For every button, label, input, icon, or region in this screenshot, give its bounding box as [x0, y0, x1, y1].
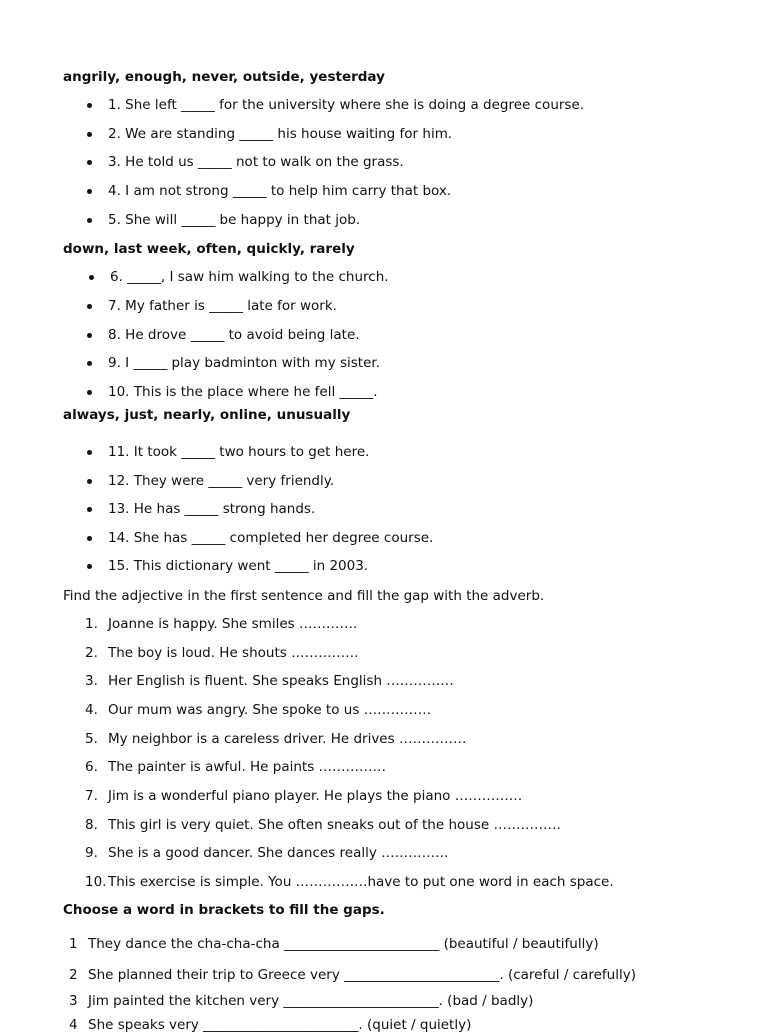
- item-number: 5.: [85, 731, 98, 747]
- list-item: 2. We are standing _____ his house waiting for him.: [108, 126, 453, 142]
- item-number: 4.: [85, 702, 98, 718]
- list-item: 5. She will _____ be happy in that job.: [108, 212, 361, 228]
- exercise-item: Joanne is happy. She smiles ………….: [108, 616, 358, 632]
- item-number: 1: [69, 936, 78, 952]
- exercise-item: This girl is very quiet. She often sneaks out of the house ……………: [108, 817, 561, 833]
- exercise-item: Jim is a wonderful piano player. He plays the piano ……………: [108, 788, 523, 804]
- item-number: 3.: [85, 673, 98, 689]
- exercise-item: Jim painted the kitchen very _______________________. (bad / badly): [88, 993, 534, 1009]
- instruction-text: Find the adjective in the first sentence and fill the gap with the adverb.: [63, 588, 545, 604]
- item-number: 10.: [85, 874, 107, 890]
- item-number: 9.: [85, 845, 98, 861]
- exercise-item: Our mum was angry. She spoke to us ……………: [108, 702, 432, 718]
- item-number: 2.: [85, 645, 98, 661]
- section-heading-2: down, last week, often, quickly, rarely: [63, 241, 355, 257]
- list-item: 4. I am not strong _____ to help him carry that box.: [108, 183, 452, 199]
- item-number: 4: [69, 1017, 78, 1033]
- exercise-item: My neighbor is a careless driver. He drives ……………: [108, 731, 467, 747]
- exercise-item: She is a good dancer. She dances really ……………: [108, 845, 449, 861]
- exercise-item: The boy is loud. He shouts ……………: [108, 645, 359, 661]
- exercise-item: They dance the cha-cha-cha _______________________ (beautiful / beautifully): [88, 936, 599, 952]
- item-number: 3: [69, 993, 78, 1009]
- list-item: 15. This dictionary went _____ in 2003.: [108, 558, 369, 574]
- item-number: 6.: [85, 759, 98, 775]
- list-item: 11. It took _____ two hours to get here.: [108, 444, 370, 460]
- list-item: 3. He told us _____ not to walk on the grass.: [108, 154, 404, 170]
- section-heading-3: always, just, nearly, online, unusually: [63, 407, 351, 423]
- list-item: 12. They were _____ very friendly.: [108, 473, 335, 489]
- exercise-item: The painter is awful. He paints ……………: [108, 759, 387, 775]
- item-number: 2: [69, 967, 78, 983]
- list-item: 10. This is the place where he fell _____.: [108, 384, 378, 400]
- list-item: 8. He drove _____ to avoid being late.: [108, 327, 360, 343]
- section-heading-1: angrily, enough, never, outside, yesterday: [63, 69, 385, 85]
- item-number: 1.: [85, 616, 98, 632]
- exercise-item: She planned their trip to Greece very _______________________. (careful / carefully): [88, 967, 636, 983]
- list-item: 9. I _____ play badminton with my sister.: [108, 355, 381, 371]
- item-number: 8.: [85, 817, 98, 833]
- exercise-item: This exercise is simple. You …………….have to put one word in each space.: [108, 874, 614, 890]
- section-heading-5: Choose a word in brackets to fill the gaps.: [63, 902, 385, 918]
- list-item: 7. My father is _____ late for work.: [108, 298, 337, 314]
- exercise-item: Her English is fluent. She speaks English ……………: [108, 673, 454, 689]
- item-number: 7.: [85, 788, 98, 804]
- list-item: 6. _____, I saw him walking to the church.: [110, 269, 389, 285]
- list-item: 1. She left _____ for the university where she is doing a degree course.: [108, 97, 585, 113]
- list-item: 14. She has _____ completed her degree course.: [108, 530, 434, 546]
- exercise-item: She speaks very _______________________. (quiet / quietly): [88, 1017, 472, 1033]
- list-item: 13. He has _____ strong hands.: [108, 501, 316, 517]
